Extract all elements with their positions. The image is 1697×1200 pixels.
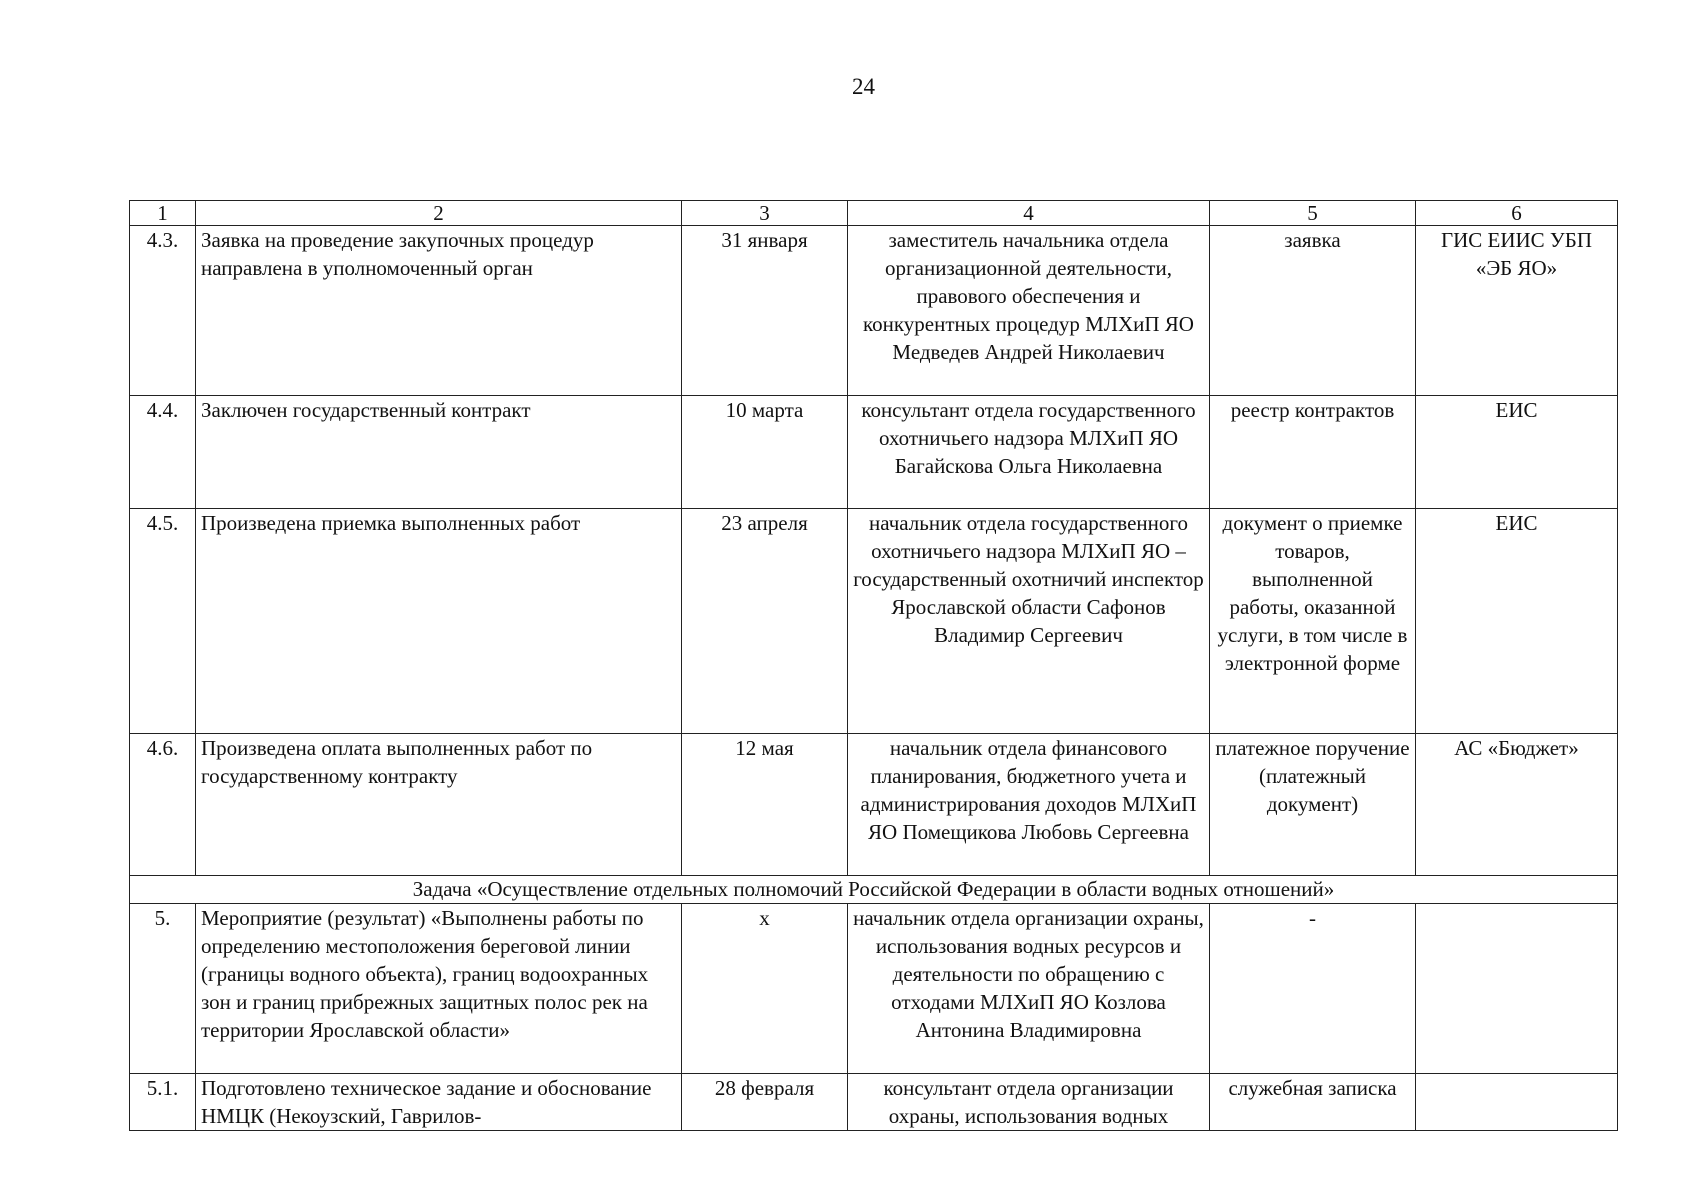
row-number: 4.6.: [130, 734, 196, 876]
row-document: -: [1210, 904, 1416, 1074]
row-number: 4.5.: [130, 509, 196, 734]
row-system: АС «Бюджет»: [1416, 734, 1618, 876]
row-responsible: заместитель начальника отдела организационной деятельности, правового обеспечения и конкурентных процедур МЛХиП ЯО Медведев Андрей Николаевич: [848, 226, 1210, 396]
row-description: Подготовлено техническое задание и обоснование НМЦК (Некоузский, Гаврилов-: [196, 1074, 682, 1131]
row-deadline: х: [682, 904, 848, 1074]
table-row: [130, 1074, 1618, 1131]
row-system: ГИС ЕИИС УБП «ЭБ ЯО»: [1416, 226, 1618, 396]
row-document: платежное поручение (платежный документ): [1210, 734, 1416, 876]
row-system: ЕИС: [1416, 509, 1618, 734]
row-responsible: начальник отдела финансового планирования, бюджетного учета и администрирования доходов МЛХиП ЯО Помещикова Любовь Сергеевна: [848, 734, 1210, 876]
row-system: [1416, 904, 1618, 1074]
row-responsible: начальник отдела государственного охотничьего надзора МЛХиП ЯО – государственный охотничий инспектор Ярославской области Сафонов Владимир Сергеевич: [848, 509, 1210, 734]
row-system: [1416, 1074, 1618, 1131]
row-document: заявка: [1210, 226, 1416, 396]
row-responsible: начальник отдела организации охраны, использования водных ресурсов и деятельности по обращению с отходами МЛХиП ЯО Козлова Антонина Владимировна: [848, 904, 1210, 1074]
row-deadline: 10 марта: [682, 396, 848, 509]
plan-table: [129, 200, 1618, 1131]
row-document: реестр контрактов: [1210, 396, 1416, 509]
column-number: 2: [196, 201, 682, 226]
column-number: 1: [130, 201, 196, 226]
row-description: Заявка на проведение закупочных процедур направлена в уполномоченный орган: [196, 226, 682, 396]
table-row: [130, 904, 1618, 1074]
row-number: 5.: [130, 904, 196, 1074]
row-deadline: 31 января: [682, 226, 848, 396]
column-number: 4: [848, 201, 1210, 226]
row-number: 4.4.: [130, 396, 196, 509]
row-document: документ о приемке товаров, выполненной работы, оказанной услуги, в том числе в электронной форме: [1210, 509, 1416, 734]
row-description: Произведена оплата выполненных работ по государственному контракту: [196, 734, 682, 876]
row-number: 4.3.: [130, 226, 196, 396]
table-row: [130, 396, 1618, 509]
row-description: Заключен государственный контракт: [196, 396, 682, 509]
column-number: 5: [1210, 201, 1416, 226]
table-row: [130, 734, 1618, 876]
row-description: Произведена приемка выполненных работ: [196, 509, 682, 734]
row-system: ЕИС: [1416, 396, 1618, 509]
task-heading: Задача «Осуществление отдельных полномочий Российской Федерации в области водных отношений»: [130, 876, 1618, 904]
table-row: [130, 226, 1618, 396]
column-number-row: [130, 201, 1618, 226]
row-responsible: консультант отдела организации охраны, использования водных: [848, 1074, 1210, 1131]
task-heading-row: [130, 876, 1618, 904]
column-number: 3: [682, 201, 848, 226]
row-description: Мероприятие (результат) «Выполнены работы по определению местоположения береговой линии (границы водного объекта), границ водоохранных зон и границ прибрежных защитных полос рек на территории Ярославской области»: [196, 904, 682, 1074]
row-deadline: 12 мая: [682, 734, 848, 876]
table-row: [130, 509, 1618, 734]
column-number: 6: [1416, 201, 1618, 226]
row-deadline: 23 апреля: [682, 509, 848, 734]
row-number: 5.1.: [130, 1074, 196, 1131]
row-responsible: консультант отдела государственного охотничьего надзора МЛХиП ЯО Багайскова Ольга Николаевна: [848, 396, 1210, 509]
row-document: служебная записка: [1210, 1074, 1416, 1131]
page-number: 24: [852, 74, 875, 99]
row-deadline: 28 февраля: [682, 1074, 848, 1131]
